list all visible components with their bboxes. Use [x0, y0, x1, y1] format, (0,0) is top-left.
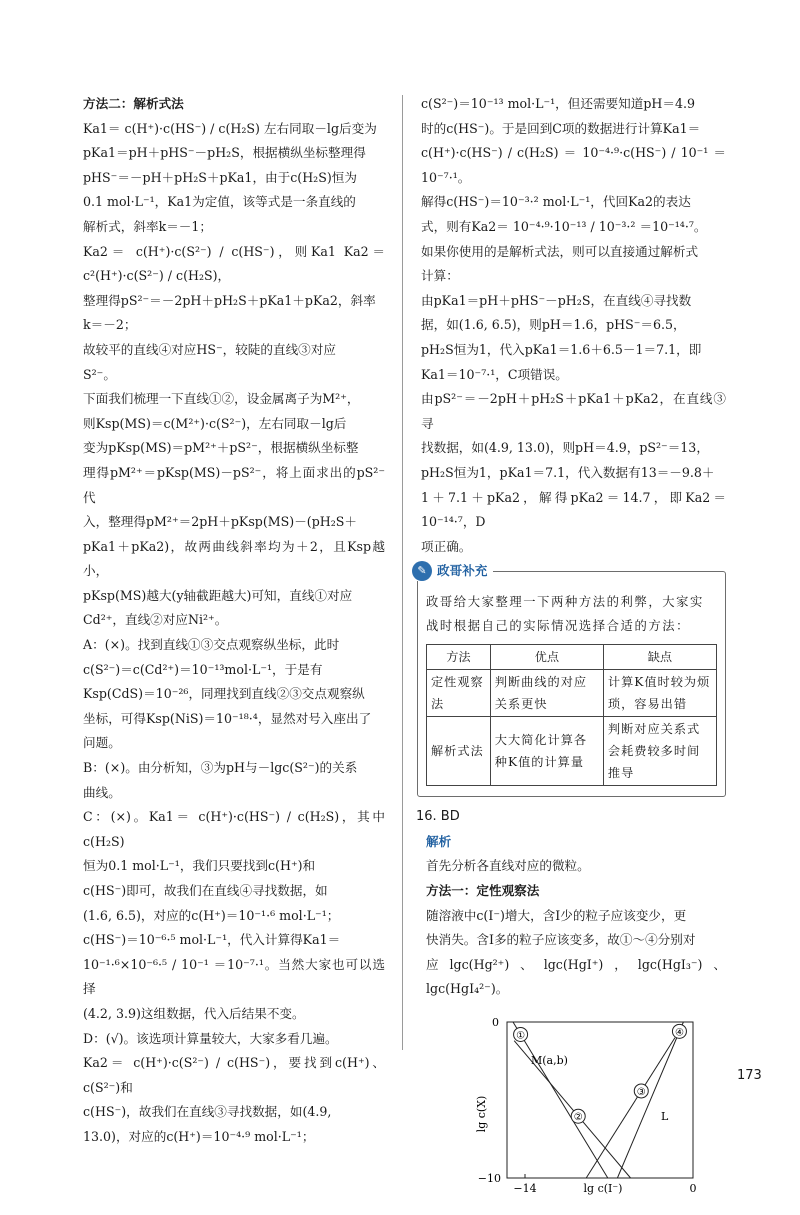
table-row	[427, 717, 717, 786]
text-line: 计算：	[421, 268, 459, 284]
text-line: Ka1＝ c(H⁺)·c(HS⁻) / c(H₂S) 左右同取－lg后变为	[83, 120, 377, 136]
comparison-table	[426, 644, 717, 786]
text-line: Ka1＝10⁻⁷·¹，C项错误。	[421, 366, 568, 382]
text-line: 找数据，如(4.9, 13.0)，则pH＝4.9，pS²⁻＝13，	[421, 440, 709, 456]
supplement-box	[417, 562, 726, 797]
text-line: c(HS⁻)即可，故我们在直线④寻找数据，如	[83, 883, 328, 898]
column-divider	[402, 95, 403, 1050]
paragraph: 快消失。含I多的粒子应该变多，故①～④分别对	[426, 932, 696, 948]
supplement-tag	[412, 561, 493, 581]
text-line: A：(×)。找到直线①③交点观察纵坐标，此时	[83, 637, 340, 653]
supplement-intro: 政哥给大家整理一下两种方法的利弊，大家实战时根据自己的实际情况选择合适的方法：	[426, 595, 704, 634]
text-line: pH₂S恒为1，代入pKa1＝1.6＋6.5－1＝7.1，即	[421, 341, 702, 357]
text-line: 如果你使用的是解析式法，则可以直接通过解析式	[421, 243, 699, 259]
text-line: 坐标，可得Ksp(NiS)＝10⁻¹⁸·⁴，显然对号入座出了	[83, 710, 372, 726]
series-label: ①	[516, 1030, 526, 1042]
text-line: 理得pM²⁺＝pKsp(MS)－pS²⁻，将上面求出的pS²⁻代	[83, 464, 385, 505]
text-line: 故较平的直线④对应HS⁻，较陡的直线③对应	[83, 341, 336, 357]
text-line: 13.0)，对应的c(H⁺)＝10⁻⁴·⁹ mol·L⁻¹；	[83, 1128, 315, 1144]
text-line: pHS⁻＝－pH＋pH₂S＋pKa1，由于c(H₂S)恒为	[83, 169, 357, 185]
series-label: ③	[636, 1086, 646, 1098]
right-column	[416, 92, 726, 1215]
text-line: 10⁻¹·⁶×10⁻⁶·⁵ / 10⁻¹ ＝10⁻⁷·¹。当然大家也可以选择	[83, 956, 385, 997]
series-marker-2	[571, 1109, 585, 1123]
y-tick-0: 0	[492, 1016, 499, 1030]
text-line: 解析式，斜率k＝－1；	[83, 218, 212, 234]
text-line: c(H⁺)·c(HS⁻) / c(H₂S) ＝ 10⁻⁴·⁹·c(HS⁻) / 10⁻¹ ＝10⁻⁷·¹。	[421, 145, 726, 185]
table-cell: 解析式法	[427, 717, 491, 786]
text-line: 恒为0.1 mol·L⁻¹，我们只要找到c(H⁺)和	[83, 858, 316, 874]
text-line: pKa1＝pH＋pHS⁻－pH₂S，根据横纵坐标整理得	[83, 145, 366, 161]
table-cell: 计算K值时较为烦琐，容易出错	[603, 670, 716, 717]
text-line: 式，则有Ka2＝ 10⁻⁴·⁹·10⁻¹³ / 10⁻³·² ＝10⁻¹⁴·⁷。	[421, 218, 707, 234]
text-line: 整理得pS²⁻＝－2pH＋pH₂S＋pKa1＋pKa2，斜率	[83, 292, 376, 308]
text-line: B：(×)。由分析知，③为pH与－lgc(S²⁻)的关系	[83, 760, 358, 776]
text-line: 曲线。	[83, 784, 121, 800]
right-text-lines	[421, 92, 726, 559]
text-line: 解得c(HS⁻)＝10⁻³·² mol·L⁻¹，代回Ka2的表达	[421, 194, 691, 210]
text-line: 入，整理得pM²⁺＝2pH＋pKsp(MS)－(pH₂S＋	[83, 514, 358, 530]
text-line: 下面我们梳理一下直线①②，设金属离子为M²⁺，	[83, 391, 360, 407]
table-header: 缺点	[603, 645, 716, 670]
left-column	[83, 92, 385, 1150]
series-label: ②	[573, 1112, 583, 1124]
text-line: 0.1 mol·L⁻¹，Ka1为定值，该等式是一条直线的	[83, 194, 356, 210]
text-line: pKsp(MS)越大(y轴截距越大)可知，直线①对应	[83, 587, 353, 603]
analysis-heading: 解析	[426, 833, 452, 849]
series-line-4	[617, 1022, 683, 1178]
text-line: C：(×)。Ka1＝ c(H⁺)·c(HS⁻) / c(H₂S)，其中c(H₂S)	[83, 809, 385, 849]
text-line: 据，如(1.6, 6.5)，则pH＝1.6，pHS⁻＝6.5，	[421, 317, 686, 333]
intersection-label: M(a,b)	[531, 1054, 568, 1068]
text-line: k＝－2；	[83, 317, 137, 333]
question-number: 16. BD	[416, 809, 460, 825]
supplement-title: 政哥补充	[437, 562, 488, 578]
text-line: D：(√)。该选项计算量较大，大家多看几遍。	[83, 1030, 338, 1046]
series-marker-4	[672, 1024, 686, 1038]
text-line: pH₂S恒为1，pKa1＝7.1，代入数据有13＝－9.8＋	[421, 464, 715, 480]
text-line: (1.6, 6.5)，对应的c(H⁺)＝10⁻¹·⁶ mol·L⁻¹；	[83, 907, 340, 923]
line-chart	[471, 1016, 703, 1206]
text-line: c(HS⁻)，故我们在直线③寻找数据，如(4.9,	[83, 1104, 332, 1120]
text-line: Ka2＝ c(H⁺)·c(S²⁻) / c(HS⁻)，要找到c(H⁺)、c(S²⁻)和	[83, 1055, 385, 1095]
table-row	[427, 670, 717, 717]
paragraph: 应lgc(Hg²⁺)、lgc(HgI⁺)，lgc(HgI₃⁻)、lgc(HgI₄²⁻)。	[426, 956, 726, 997]
table-cell: 判断对应关系式会耗费较多时间推导	[603, 717, 716, 786]
x-tick-neg14: −14	[513, 1182, 537, 1196]
text-line: 问题。	[83, 735, 121, 751]
text-line: 由pS²⁻＝－2pH＋pH₂S＋pKa1＋pKa2，在直线③寻	[421, 391, 726, 431]
paragraph: 首先分析各直线对应的微粒。	[426, 858, 590, 874]
series-label: ④	[674, 1027, 684, 1039]
text-line: c(HS⁻)＝10⁻⁶·⁵ mol·L⁻¹，代入计算得Ka1＝	[83, 932, 341, 948]
text-line: c(S²⁻)＝10⁻¹³ mol·L⁻¹，但还需要知道pH＝4.9	[421, 96, 696, 111]
text-line: 则Ksp(MS)＝c(M²⁺)·c(S²⁻)，左右同取－lg后	[83, 415, 347, 431]
chart-container	[471, 1016, 726, 1215]
text-line: Cd²⁺，直线②对应Ni²⁺。	[83, 612, 228, 628]
text-line: 由pKa1＝pH＋pHS⁻－pH₂S，在直线④寻找数	[421, 292, 692, 308]
series-marker-1	[514, 1028, 528, 1042]
text-line: 变为pKsp(MS)＝pM²⁺＋pS²⁻，根据横纵坐标整	[83, 440, 359, 456]
series-line-1	[513, 1022, 608, 1178]
table-header-row	[427, 645, 717, 670]
table-header: 方法	[427, 645, 491, 670]
plot-frame	[507, 1022, 693, 1178]
text-line: S²⁻。	[83, 366, 116, 382]
text-line: 时的c(HS⁻)。于是回到C项的数据进行计算Ka1＝	[421, 120, 701, 136]
text-line: (4.2, 3.9)这组数据，代入后结果不变。	[83, 1005, 305, 1021]
text-line: 项正确。	[421, 538, 472, 554]
left-text-lines	[83, 117, 385, 1150]
method1-heading: 方法一：定性观察法	[426, 883, 540, 899]
y-tick-neg10: −10	[477, 1172, 501, 1186]
series-marker-3	[634, 1084, 648, 1098]
table-cell: 定性观察法	[427, 670, 491, 717]
x-tick-0: 0	[689, 1182, 697, 1196]
table-cell: 大大简化计算各种K值的计算量	[490, 717, 603, 786]
text-line: 1＋7.1＋pKa2，解得pKa2＝14.7，即Ka2＝10⁻¹⁴·⁷，D	[421, 489, 726, 530]
method2-heading: 方法二：解析式法	[83, 96, 184, 111]
series-line-3	[586, 1038, 675, 1178]
page-number: 173	[737, 1068, 762, 1083]
line-label-L: L	[661, 1110, 669, 1124]
text-line: pKa1＋pKa2)，故两曲线斜率均为＋2，且Ksp越小，	[83, 538, 385, 579]
note-icon: ✎	[412, 561, 432, 581]
y-axis-label: lg c(X)	[475, 1095, 488, 1133]
text-line: Ka2＝ c(H⁺)·c(S²⁻) / c(HS⁻)，则Ka1 Ka2＝ c²(H⁺)·c(S²⁻) / c(H₂S)，	[83, 243, 385, 284]
text-line: Ksp(CdS)＝10⁻²⁶，同理找到直线②③交点观察纵	[83, 686, 365, 702]
x-axis-label: lg c(I⁻)	[583, 1182, 623, 1196]
paragraph: 随溶液中c(I⁻)增大，含I少的粒子应该变少，更	[426, 907, 687, 923]
table-header: 优点	[490, 645, 603, 670]
table-cell: 判断曲线的对应关系更快	[490, 670, 603, 717]
text-line: c(S²⁻)＝c(Cd²⁺)＝10⁻¹³mol·L⁻¹，于是有	[83, 661, 323, 677]
